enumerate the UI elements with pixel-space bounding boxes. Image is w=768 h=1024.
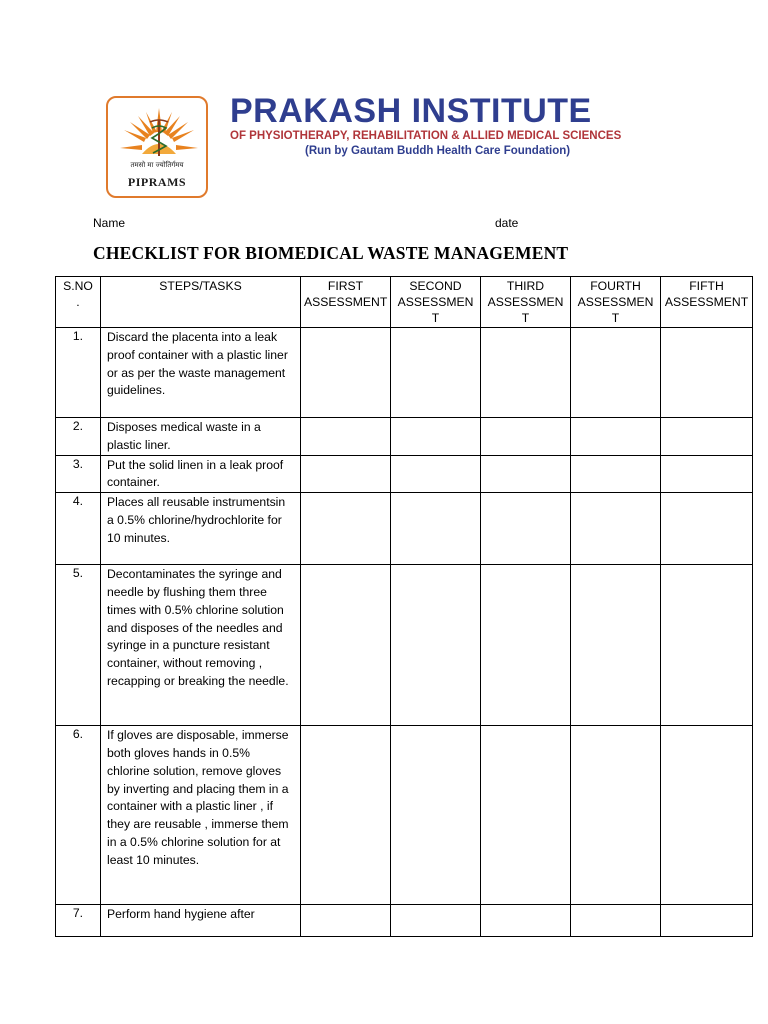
assessment-cell[interactable] [301, 418, 391, 456]
institute-logo [106, 96, 208, 198]
assessment-cell[interactable] [481, 905, 571, 937]
logo-abbreviation: PIPRAMS [127, 175, 187, 189]
table-row [56, 905, 753, 937]
name-field-label: Name [93, 216, 126, 230]
assessment-cell[interactable] [391, 565, 481, 726]
task-text: Perform hand hygiene after [101, 905, 301, 937]
logo-motto: तमसो मा ज्योतिर्गमय [130, 161, 184, 169]
row-number: 7. [56, 905, 101, 937]
assessment-cell[interactable] [481, 455, 571, 493]
institute-subtitle: OF PHYSIOTHERAPY, REHABILITATION & ALLIED MEDICAL SCIENCES [230, 130, 622, 142]
assessment-cell[interactable] [391, 493, 481, 565]
assessment-cell[interactable] [571, 328, 661, 418]
task-text: Put the solid linen in a leak proof container. [101, 455, 301, 493]
column-header-fourth-assessment: FOURTH ASSESSMEN T [571, 277, 661, 328]
assessment-cell[interactable] [391, 328, 481, 418]
assessment-cell[interactable] [391, 418, 481, 456]
assessment-cell[interactable] [301, 328, 391, 418]
assessment-cell[interactable] [661, 565, 753, 726]
table-row [56, 493, 753, 565]
document-title: CHECKLIST FOR BIOMEDICAL WASTE MANAGEMENT [93, 243, 569, 263]
column-header-fifth-assessment: FIFTH ASSESSMENT [661, 277, 753, 328]
row-number: 4. [56, 493, 101, 565]
assessment-cell[interactable] [661, 455, 753, 493]
assessment-cell[interactable] [661, 493, 753, 565]
task-text: If gloves are disposable, immerse both gloves hands in 0.5% chlorine solution, remove gloves by inverting and placing them in a container with a plastic liner , if they are reusable , immerse them in a 0.5% chlorine solution for at least 10 minutes. [101, 726, 301, 905]
assessment-cell[interactable] [481, 418, 571, 456]
assessment-cell[interactable] [571, 493, 661, 565]
row-number: 6. [56, 726, 101, 905]
assessment-cell[interactable] [301, 726, 391, 905]
assessment-cell[interactable] [571, 905, 661, 937]
date-field-label: date [495, 216, 519, 230]
assessment-cell[interactable] [571, 455, 661, 493]
column-header-steps: STEPS/TASKS [101, 277, 301, 328]
column-header-third-assessment: THIRD ASSESSMEN T [481, 277, 571, 328]
assessment-cell[interactable] [571, 418, 661, 456]
assessment-cell[interactable] [391, 455, 481, 493]
checklist-table [55, 276, 753, 937]
assessment-cell[interactable] [481, 493, 571, 565]
assessment-cell[interactable] [571, 726, 661, 905]
row-number: 2. [56, 418, 101, 456]
institute-name: PRAKASH INSTITUTE [230, 92, 592, 130]
assessment-cell[interactable] [301, 455, 391, 493]
assessment-cell[interactable] [301, 905, 391, 937]
table-row [56, 418, 753, 456]
table-row [56, 455, 753, 493]
column-header-sno: S.NO . [56, 277, 101, 328]
assessment-cell[interactable] [661, 905, 753, 937]
institute-foundation: (Run by Gautam Buddh Health Care Foundation) [305, 145, 571, 157]
row-number: 5. [56, 565, 101, 726]
assessment-cell[interactable] [391, 905, 481, 937]
row-number: 1. [56, 328, 101, 418]
assessment-cell[interactable] [481, 328, 571, 418]
assessment-cell[interactable] [661, 418, 753, 456]
task-text: Disposes medical waste in a plastic liner. [101, 418, 301, 456]
task-text: Places all reusable instrumentsin a 0.5% chlorine/hydrochlorite for 10 minutes. [101, 493, 301, 565]
row-number: 3. [56, 455, 101, 493]
task-text: Decontaminates the syringe and needle by flushing them three times with 0.5% chlorine solution and disposes of the needles and syringe in a puncture resistant container, without removing , recapping or breaking the needle. [101, 565, 301, 726]
assessment-cell[interactable] [391, 726, 481, 905]
assessment-cell[interactable] [571, 565, 661, 726]
column-header-first-assessment: FIRST ASSESSMENT [301, 277, 391, 328]
assessment-cell[interactable] [661, 726, 753, 905]
assessment-cell[interactable] [301, 565, 391, 726]
column-header-second-assessment: SECOND ASSESSMEN T [391, 277, 481, 328]
task-text: Discard the placenta into a leak proof container with a plastic liner or as per the waste management guidelines. [101, 328, 301, 418]
table-row [56, 328, 753, 418]
table-header-row [56, 277, 753, 328]
table-row [56, 565, 753, 726]
assessment-cell[interactable] [481, 726, 571, 905]
table-row [56, 726, 753, 905]
assessment-cell[interactable] [661, 328, 753, 418]
assessment-cell[interactable] [481, 565, 571, 726]
assessment-cell[interactable] [301, 493, 391, 565]
